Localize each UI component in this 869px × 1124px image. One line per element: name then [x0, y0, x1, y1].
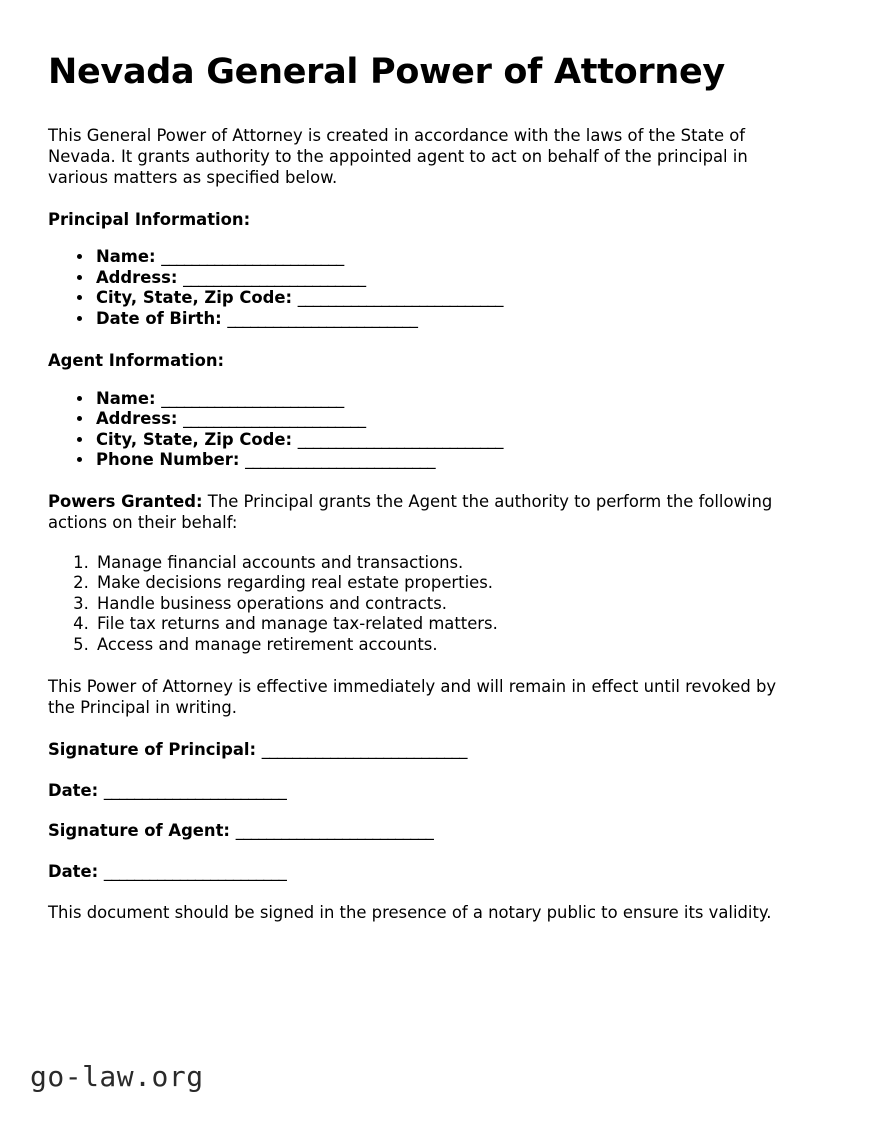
field-label: City, State, Zip Code:: [96, 288, 293, 308]
list-item: 4. File tax returns and manage tax-related matters.: [94, 614, 802, 634]
list-item: [94, 309, 802, 329]
signature-of-principal-line: [48, 740, 802, 761]
field-blank-line[interactable]: ________________________: [183, 267, 366, 287]
intro-paragraph: This General Power of Attorney is created in accordance with the laws of the State of Nevada. It grants authority to the appointed agent to act on behalf of the principal in various matters as specified below.: [48, 126, 748, 187]
list-item: [94, 430, 802, 450]
field-label: Name:: [96, 247, 156, 267]
list-item: [94, 389, 802, 409]
date-blank-line[interactable]: ________________________: [103, 862, 287, 882]
field-blank-line[interactable]: _________________________: [227, 308, 418, 328]
powers-granted-text: The Principal grants the Agent the authority to perform the following actions on their behalf:: [48, 492, 773, 533]
field-label: Address:: [96, 267, 178, 287]
date-blank-line[interactable]: ________________________: [103, 780, 287, 800]
list-item: [94, 450, 802, 470]
powers-granted-paragraph: [48, 492, 802, 534]
signature-block: [48, 740, 802, 883]
principal-information-heading: Principal Information:: [48, 209, 251, 229]
list-item: [94, 409, 802, 429]
agent-information-heading: Agent Information:: [48, 351, 225, 371]
field-label: Name:: [96, 388, 156, 408]
field-blank-line[interactable]: ________________________: [161, 388, 344, 408]
signature-label: Signature of Principal:: [48, 739, 257, 759]
site-watermark: go-law.org: [30, 1060, 204, 1093]
powers-granted-label: Powers Granted:: [48, 492, 203, 512]
notary-note-paragraph: This document should be signed in the presence of a notary public to ensure its validity.: [48, 902, 772, 922]
list-item: [94, 247, 802, 267]
field-blank-line[interactable]: ________________________: [161, 247, 344, 267]
field-blank-line[interactable]: ________________________: [183, 409, 366, 429]
signature-label: Signature of Agent:: [48, 821, 230, 841]
date-label: Date:: [48, 862, 99, 882]
field-blank-line[interactable]: ___________________________: [297, 429, 503, 449]
list-item: [94, 268, 802, 288]
principal-fields-list: [48, 247, 802, 329]
page-title: Nevada General Power of Attorney: [48, 52, 725, 92]
principal-date-line: [48, 781, 802, 802]
agent-date-line: [48, 862, 802, 883]
signature-of-agent-line: [48, 821, 802, 842]
list-item: 5. Access and manage retirement accounts.: [94, 635, 802, 655]
list-item: 3. Handle business operations and contracts.: [94, 594, 802, 614]
list-item: 2. Make decisions regarding real estate properties.: [94, 573, 802, 593]
agent-fields-list: [48, 389, 802, 471]
effective-clause-paragraph: This Power of Attorney is effective immediately and will remain in effect until revoked by the Principal in writing.: [48, 677, 777, 717]
field-label: City, State, Zip Code:: [96, 429, 293, 449]
list-item: 1. Manage financial accounts and transactions.: [94, 553, 802, 573]
field-label: Address:: [96, 409, 178, 429]
field-blank-line[interactable]: ___________________________: [297, 288, 503, 308]
field-label: Phone Number:: [96, 450, 240, 470]
signature-blank-line[interactable]: ___________________________: [261, 739, 467, 759]
field-blank-line[interactable]: _________________________: [245, 450, 435, 470]
field-label: Date of Birth:: [96, 308, 222, 328]
list-item: [94, 288, 802, 308]
document-body: [48, 52, 802, 945]
date-label: Date:: [48, 780, 99, 800]
signature-blank-line[interactable]: __________________________: [235, 821, 434, 841]
powers-granted-list: [48, 553, 802, 655]
